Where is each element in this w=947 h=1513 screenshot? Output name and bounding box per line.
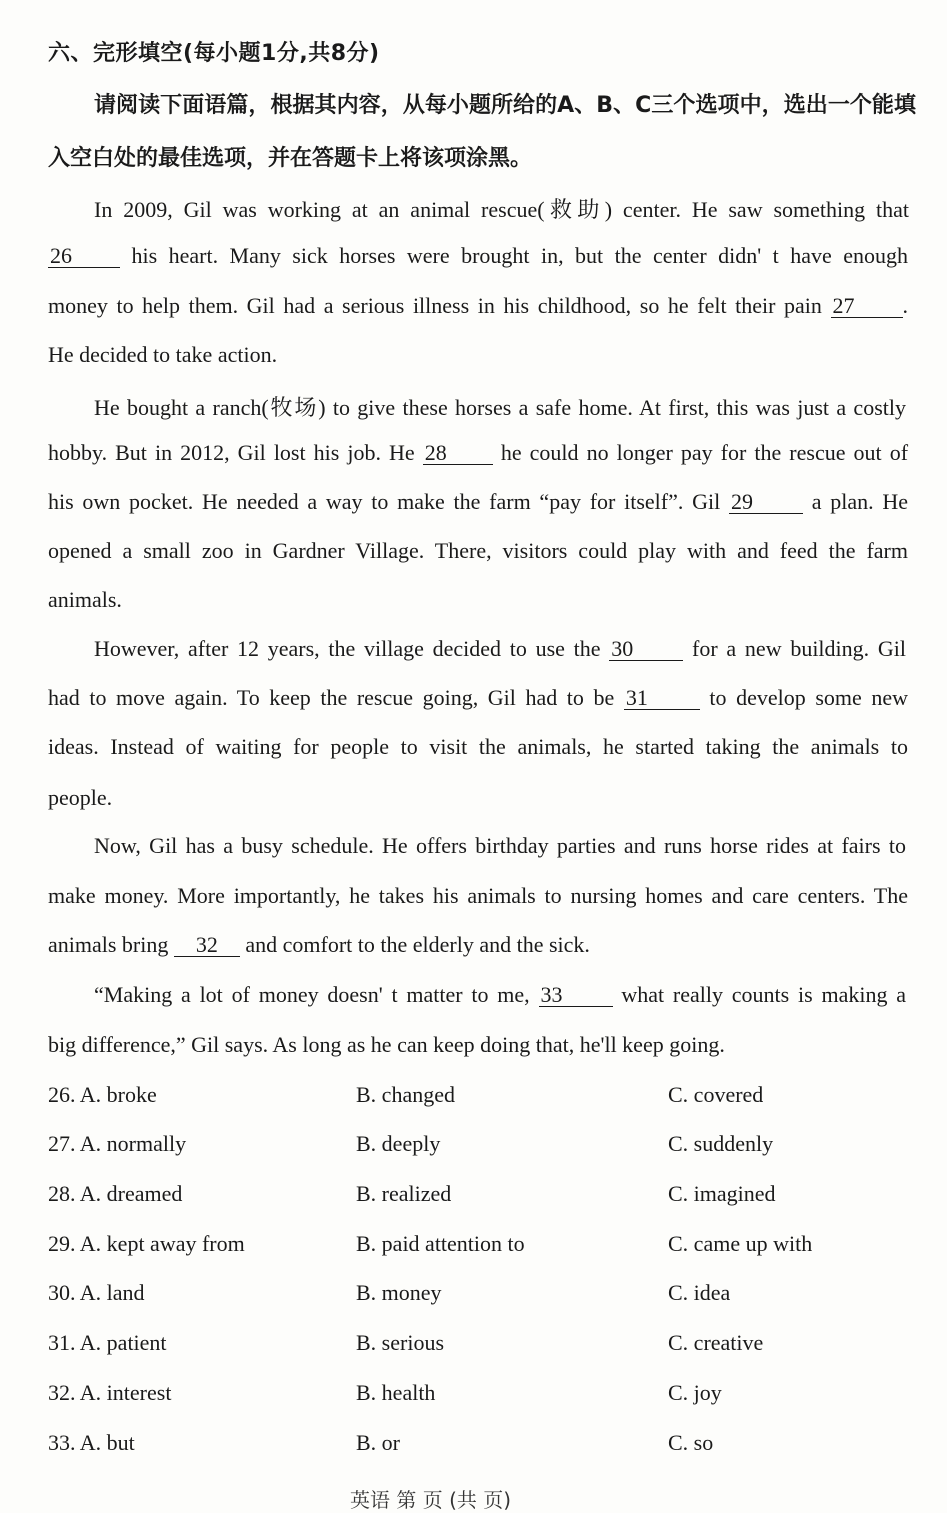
passage-line: ideas. Instead of waiting for people to visit the animals, he started taking the animals to (48, 734, 908, 759)
passage-line: big difference,” Gil says. As long as he can keep doing that, he'll keep going. (48, 1032, 725, 1057)
option-b: B. serious (356, 1330, 444, 1355)
option-c: C. came up with (668, 1231, 813, 1256)
passage-line: people. (48, 785, 113, 810)
blank-31: 31 (624, 687, 700, 710)
passage-line: In 2009, Gil was working at an animal rescue(救助) center. He saw something that (94, 197, 909, 222)
passage-line: He bought a ranch(牧场) to give these horses a safe home. At first, this was just a costly (94, 395, 906, 420)
passage-text: However, after 12 years, the village decided to use the (94, 636, 601, 661)
passage-text: “Making a lot of money doesn' t matter to me, (94, 982, 530, 1007)
passage-text: he could no longer pay for the rescue out of (500, 440, 909, 465)
option-b: B. money (356, 1280, 442, 1305)
passage-text: money to help them. Gil had a serious illness in his childhood, so he felt their pain (48, 293, 822, 318)
passage-text: a plan. He (811, 489, 909, 514)
option-a: 29. A. kept away from (48, 1231, 245, 1256)
blank-30: 30 (609, 638, 683, 661)
passage-text: . (902, 293, 908, 318)
option-b: B. health (356, 1380, 436, 1405)
option-a: 31. A. patient (48, 1330, 167, 1355)
option-c: C. creative (668, 1330, 764, 1355)
passage-line (48, 243, 908, 269)
passage-text: for a new building. Gil (692, 636, 907, 661)
option-a: 33. A. but (48, 1430, 135, 1455)
option-b: B. or (356, 1430, 400, 1455)
option-c: C. covered (668, 1082, 764, 1107)
section-title: 六、完形填空(每小题1分,共8分) (48, 41, 380, 66)
passage-line (48, 489, 908, 515)
option-c: C. imagined (668, 1181, 776, 1206)
option-c: C. so (668, 1430, 714, 1455)
instruction-line-2: 入空白处的最佳选项，并在答题卡上将该项涂黑。 (48, 146, 533, 171)
passage-line (48, 685, 908, 711)
option-b: B. paid attention to (356, 1231, 525, 1256)
instruction-line-1: 请阅读下面语篇，根据其内容，从每小题所给的A、B、C三个选项中，选出一个能填 (94, 93, 916, 118)
page-footer: 英语 第 页 (共 页) (350, 1488, 512, 1512)
option-b: B. deeply (356, 1131, 441, 1156)
option-a: 30. A. land (48, 1280, 145, 1305)
option-b: B. realized (356, 1181, 452, 1206)
passage-text: animals bring (48, 932, 169, 957)
passage-line: He decided to take action. (48, 342, 278, 367)
option-b: B. changed (356, 1082, 455, 1107)
option-c: C. joy (668, 1380, 722, 1405)
option-a: 27. A. normally (48, 1131, 187, 1156)
passage-text: his own pocket. He needed a way to make the farm “pay for itself”. Gil (48, 489, 721, 514)
blank-27: 27 (831, 295, 903, 318)
passage-line (48, 293, 908, 319)
blank-32: 32 (174, 934, 240, 957)
passage-text: to develop some new (709, 685, 908, 710)
passage-line (48, 440, 908, 466)
passage-line (94, 982, 906, 1008)
blank-29: 29 (729, 491, 803, 514)
passage-line: Now, Gil has a busy schedule. He offers birthday parties and runs horse rides at fairs to (94, 833, 906, 858)
blank-33: 33 (539, 984, 613, 1007)
passage-line: make money. More importantly, he takes his animals to nursing homes and care centers. The (48, 883, 908, 908)
option-a: 32. A. interest (48, 1380, 172, 1405)
blank-28: 28 (423, 442, 493, 465)
passage-line: animals. (48, 587, 122, 612)
option-a: 28. A. dreamed (48, 1181, 183, 1206)
passage-text: hobby. But in 2012, Gil lost his job. He (48, 440, 415, 465)
option-c: C. suddenly (668, 1131, 774, 1156)
passage-line: opened a small zoo in Gardner Village. There, visitors could play with and feed the farm (48, 538, 908, 563)
passage-line (48, 932, 908, 958)
passage-line (94, 636, 906, 662)
passage-text: and comfort to the elderly and the sick. (245, 932, 590, 957)
blank-26: 26 (48, 245, 120, 268)
passage-text: his heart. Many sick horses were brought in, but the center didn' t have enough (131, 243, 909, 268)
passage-text: had to move again. To keep the rescue going, Gil had to be (48, 685, 615, 710)
option-c: C. idea (668, 1280, 731, 1305)
option-a: 26. A. broke (48, 1082, 157, 1107)
passage-text: what really counts is making a (621, 982, 907, 1007)
